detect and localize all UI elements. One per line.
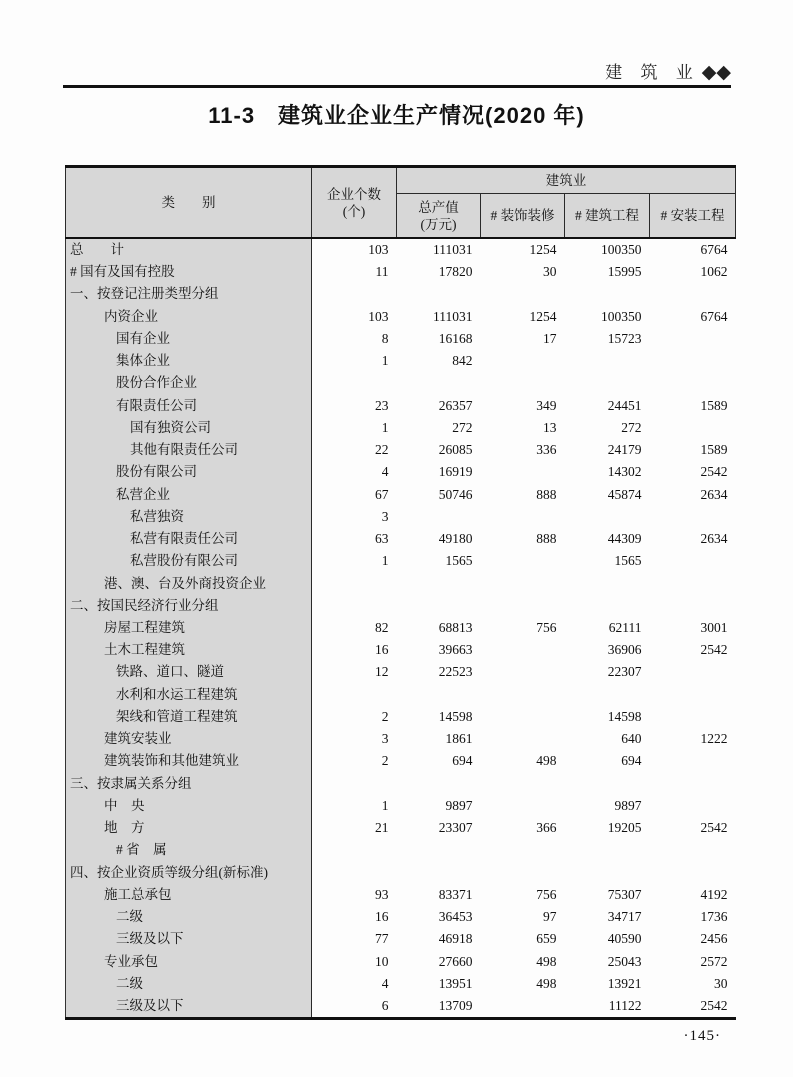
row-value: 97 xyxy=(543,909,557,925)
row-category: 总 计 xyxy=(66,238,312,261)
table-row xyxy=(66,617,736,639)
row-value: 103 xyxy=(368,242,389,257)
row-value: 9897 xyxy=(614,797,642,813)
table-row xyxy=(66,928,736,950)
row-value xyxy=(481,839,565,861)
row-value: 349 xyxy=(536,397,557,413)
row-value xyxy=(650,706,736,728)
table-row xyxy=(66,773,736,795)
row-value: 22 xyxy=(375,442,389,458)
row-value xyxy=(481,372,565,394)
row-value: 17820 xyxy=(438,264,473,280)
row-value: 40590 xyxy=(607,931,642,947)
row-value: 15995 xyxy=(607,264,642,280)
row-value: 16168 xyxy=(438,330,473,346)
row-value xyxy=(650,750,736,772)
column-header-gross-output xyxy=(397,194,481,239)
running-head xyxy=(605,58,731,84)
row-value: 272 xyxy=(452,419,473,435)
row-value: 842 xyxy=(452,353,473,369)
row-value: 6 xyxy=(381,997,389,1013)
row-value xyxy=(565,372,650,394)
row-value: 14302 xyxy=(607,464,642,480)
row-value xyxy=(481,573,565,595)
row-value: 22523 xyxy=(438,664,473,680)
row-value: 2542 xyxy=(700,997,728,1013)
row-value: 16 xyxy=(375,909,389,925)
row-value: 23307 xyxy=(438,820,473,836)
row-value: 46918 xyxy=(438,931,473,947)
row-value xyxy=(312,862,397,884)
page-title: 11-3 建筑业企业生产情况(2020 年) xyxy=(208,103,585,128)
gross-output-unit: (万元) xyxy=(420,216,457,232)
row-value xyxy=(565,862,650,884)
table-row xyxy=(66,550,736,572)
row-category: 二级 xyxy=(66,906,312,928)
row-category: 土木工程建筑 xyxy=(66,639,312,661)
row-value: 13951 xyxy=(438,975,473,991)
row-value xyxy=(565,573,650,595)
table-row xyxy=(66,750,736,772)
row-value xyxy=(650,795,736,817)
row-value: 17 xyxy=(543,330,557,346)
row-value: 21 xyxy=(375,820,389,836)
row-category: 国有独资公司 xyxy=(66,417,312,439)
row-value: 15723 xyxy=(607,330,642,346)
row-value xyxy=(650,550,736,572)
row-value xyxy=(312,773,397,795)
table-row xyxy=(66,839,736,861)
row-category: 铁路、道口、隧道 xyxy=(66,661,312,683)
row-value xyxy=(397,573,481,595)
table-row xyxy=(66,684,736,706)
row-value xyxy=(650,684,736,706)
table-row xyxy=(66,862,736,884)
row-category: 建筑安装业 xyxy=(66,728,312,750)
row-category: 集体企业 xyxy=(66,350,312,372)
row-value: 2542 xyxy=(700,642,728,658)
row-value: 93 xyxy=(375,886,389,902)
row-value: 16919 xyxy=(438,464,473,480)
row-value: 1254 xyxy=(529,308,557,324)
row-value: 26357 xyxy=(438,397,473,413)
row-value: 11 xyxy=(375,264,389,280)
row-value xyxy=(481,728,565,750)
row-value: 36453 xyxy=(438,909,473,925)
row-value: 888 xyxy=(536,531,557,547)
table-row xyxy=(66,395,736,417)
table-row xyxy=(66,639,736,661)
row-value: 30 xyxy=(714,975,728,991)
row-value xyxy=(481,550,565,572)
row-value xyxy=(565,595,650,617)
running-head-label: 建 筑 业 xyxy=(605,63,700,82)
row-value xyxy=(481,995,565,1019)
row-value xyxy=(312,595,397,617)
row-category: 内资企业 xyxy=(66,306,312,328)
row-value: 366 xyxy=(536,820,557,836)
row-value: 77 xyxy=(375,931,389,947)
row-value: 34717 xyxy=(607,909,642,925)
row-value xyxy=(565,506,650,528)
column-header-enterprise-count xyxy=(312,167,397,239)
row-value: 694 xyxy=(452,753,473,769)
row-value: 272 xyxy=(621,419,642,435)
row-value: 14598 xyxy=(438,708,473,724)
enterprise-count-label: 企业个数 xyxy=(327,186,381,202)
row-value: 68813 xyxy=(438,619,473,635)
row-value xyxy=(481,595,565,617)
row-value: 3 xyxy=(381,508,389,524)
table-row xyxy=(66,573,736,595)
table-row xyxy=(66,350,736,372)
row-value xyxy=(650,372,736,394)
row-value: 111031 xyxy=(433,308,473,324)
row-value: 2634 xyxy=(700,486,728,502)
row-category: 有限责任公司 xyxy=(66,395,312,417)
row-value: 24179 xyxy=(607,442,642,458)
row-value xyxy=(481,684,565,706)
row-value: 3001 xyxy=(700,619,728,635)
row-value xyxy=(650,862,736,884)
row-value: 2542 xyxy=(700,820,728,836)
table-row xyxy=(66,439,736,461)
row-value xyxy=(565,283,650,305)
row-value: 111031 xyxy=(433,242,473,257)
row-category: 中 央 xyxy=(66,795,312,817)
table-row xyxy=(66,528,736,550)
category-header-label: 类 别 xyxy=(161,195,216,210)
table-row xyxy=(66,595,736,617)
row-value: 1736 xyxy=(700,909,728,925)
row-value: 1 xyxy=(381,797,389,813)
row-value xyxy=(397,595,481,617)
row-value: 2456 xyxy=(700,931,728,947)
row-value: 24451 xyxy=(607,397,642,413)
row-value: 336 xyxy=(536,442,557,458)
row-category: 四、按企业资质等级分组(新标准) xyxy=(66,862,312,884)
row-value xyxy=(312,372,397,394)
row-value xyxy=(481,639,565,661)
row-value xyxy=(650,506,736,528)
table-row xyxy=(66,951,736,973)
row-value: 26085 xyxy=(438,442,473,458)
row-value: 23 xyxy=(375,397,389,413)
row-value xyxy=(650,773,736,795)
row-value xyxy=(565,350,650,372)
row-value xyxy=(397,506,481,528)
row-value xyxy=(650,417,736,439)
row-category: 其他有限责任公司 xyxy=(66,439,312,461)
row-value: 2 xyxy=(381,753,389,769)
row-value xyxy=(397,773,481,795)
row-value xyxy=(481,283,565,305)
row-value: 82 xyxy=(375,619,389,635)
row-value: 1 xyxy=(381,553,389,569)
row-category: # 省 属 xyxy=(66,839,312,861)
row-value xyxy=(650,595,736,617)
row-value xyxy=(312,573,397,595)
row-value: 1254 xyxy=(529,242,557,257)
row-value: 19205 xyxy=(607,820,642,836)
row-value: 1589 xyxy=(700,442,728,458)
table-row xyxy=(66,461,736,483)
row-value: 498 xyxy=(536,753,557,769)
table-row xyxy=(66,372,736,394)
row-category: 私营有限责任公司 xyxy=(66,528,312,550)
row-category: 私营独资 xyxy=(66,506,312,528)
row-category: 私营股份有限公司 xyxy=(66,550,312,572)
row-value xyxy=(481,461,565,483)
row-category: 地 方 xyxy=(66,817,312,839)
row-value: 1 xyxy=(381,353,389,369)
row-category: 一、按登记注册类型分组 xyxy=(66,283,312,305)
row-value: 756 xyxy=(536,886,557,902)
row-value: 11122 xyxy=(608,997,642,1013)
page-number: ·145· xyxy=(683,1028,721,1044)
row-value: 14598 xyxy=(607,708,642,724)
row-value: 22307 xyxy=(607,664,642,680)
row-value: 2 xyxy=(381,708,389,724)
row-value xyxy=(650,328,736,350)
row-value: 62111 xyxy=(608,619,642,635)
column-header-category xyxy=(66,167,312,239)
row-value: 4 xyxy=(381,975,389,991)
column-header-construction: # 建筑工程 xyxy=(565,194,650,239)
row-category: 二级 xyxy=(66,973,312,995)
row-value: 640 xyxy=(621,731,642,747)
row-value: 12 xyxy=(375,664,389,680)
row-category: 水利和水运工程建筑 xyxy=(66,684,312,706)
row-category: 二、按国民经济行业分组 xyxy=(66,595,312,617)
row-value xyxy=(481,795,565,817)
column-header-installation: # 安装工程 xyxy=(650,194,736,239)
row-category: 专业承包 xyxy=(66,951,312,973)
row-value xyxy=(397,372,481,394)
table-header xyxy=(66,167,736,239)
row-value: 1222 xyxy=(700,731,728,747)
table-row xyxy=(66,995,736,1019)
row-value xyxy=(650,661,736,683)
row-value xyxy=(312,684,397,706)
row-value: 2542 xyxy=(700,464,728,480)
row-value: 756 xyxy=(536,619,557,635)
table-row xyxy=(66,283,736,305)
row-value: 44309 xyxy=(607,531,642,547)
column-header-industry-span: 建筑业 xyxy=(397,167,736,194)
row-category: 三级及以下 xyxy=(66,928,312,950)
row-value xyxy=(650,350,736,372)
table-row xyxy=(66,328,736,350)
table-row xyxy=(66,417,736,439)
enterprise-count-unit: (个) xyxy=(342,203,366,219)
row-value: 67 xyxy=(375,486,389,502)
row-value xyxy=(312,283,397,305)
row-value: 10 xyxy=(375,953,389,969)
row-value: 8 xyxy=(381,330,389,346)
table-row xyxy=(66,306,736,328)
row-category: 股份合作企业 xyxy=(66,372,312,394)
gross-output-label: 总产值 xyxy=(418,199,459,215)
row-category: 股份有限公司 xyxy=(66,461,312,483)
row-category: 私营企业 xyxy=(66,484,312,506)
row-value xyxy=(397,839,481,861)
row-value: 27660 xyxy=(438,953,473,969)
row-value xyxy=(565,839,650,861)
row-value: 36906 xyxy=(607,642,642,658)
row-category: 架线和管道工程建筑 xyxy=(66,706,312,728)
row-value xyxy=(397,862,481,884)
row-value: 100350 xyxy=(601,242,642,257)
row-value: 4 xyxy=(381,464,389,480)
row-value: 6764 xyxy=(700,308,728,324)
row-value: 2572 xyxy=(700,953,728,969)
row-value: 6764 xyxy=(700,242,728,257)
row-value: 1565 xyxy=(614,553,642,569)
row-value: 694 xyxy=(621,753,642,769)
row-value: 659 xyxy=(536,931,557,947)
row-value: 39663 xyxy=(438,642,473,658)
row-value: 2634 xyxy=(700,531,728,547)
row-value: 83371 xyxy=(438,886,473,902)
row-value: 75307 xyxy=(607,886,642,902)
row-value xyxy=(481,506,565,528)
row-value: 63 xyxy=(375,531,389,547)
row-category: 建筑装饰和其他建筑业 xyxy=(66,750,312,772)
table-row xyxy=(66,706,736,728)
table-row xyxy=(66,795,736,817)
row-value: 9897 xyxy=(445,797,473,813)
table-row xyxy=(66,973,736,995)
table-row xyxy=(66,506,736,528)
row-value: 498 xyxy=(536,953,557,969)
row-category: 三级及以下 xyxy=(66,995,312,1019)
row-value: 1565 xyxy=(445,553,473,569)
row-value xyxy=(397,684,481,706)
table-row xyxy=(66,906,736,928)
table-row xyxy=(66,238,736,261)
row-value xyxy=(565,684,650,706)
row-value: 25043 xyxy=(607,953,642,969)
row-value xyxy=(481,773,565,795)
row-value: 888 xyxy=(536,486,557,502)
row-value: 13921 xyxy=(607,975,642,991)
table-row xyxy=(66,728,736,750)
row-value: 13709 xyxy=(438,997,473,1013)
table-row xyxy=(66,884,736,906)
diamond-icon: ◆◆ xyxy=(701,62,731,83)
row-value: 45874 xyxy=(607,486,642,502)
row-value: 1 xyxy=(381,419,389,435)
row-category: 港、澳、台及外商投资企业 xyxy=(66,573,312,595)
table-row xyxy=(66,261,736,283)
row-value: 49180 xyxy=(438,531,473,547)
row-value: 498 xyxy=(536,975,557,991)
row-value xyxy=(650,283,736,305)
row-value xyxy=(312,839,397,861)
table-row xyxy=(66,484,736,506)
row-value xyxy=(650,573,736,595)
row-value: 1861 xyxy=(445,731,473,747)
row-value xyxy=(481,862,565,884)
statistics-table xyxy=(65,165,736,1020)
row-value: 103 xyxy=(368,308,389,324)
row-value: 13 xyxy=(543,419,557,435)
row-value: 1062 xyxy=(700,264,728,280)
row-value: 3 xyxy=(381,731,389,747)
table-body xyxy=(66,238,736,1019)
row-category: 国有企业 xyxy=(66,328,312,350)
row-value: 100350 xyxy=(601,308,642,324)
row-category: 施工总承包 xyxy=(66,884,312,906)
row-value xyxy=(650,839,736,861)
row-value: 30 xyxy=(543,264,557,280)
table-row xyxy=(66,661,736,683)
row-value xyxy=(481,350,565,372)
row-value xyxy=(481,706,565,728)
row-value: 50746 xyxy=(438,486,473,502)
row-value xyxy=(481,661,565,683)
row-category: # 国有及国有控股 xyxy=(66,261,312,283)
row-value: 1589 xyxy=(700,397,728,413)
row-value: 4192 xyxy=(700,886,728,902)
header-rule xyxy=(63,85,731,88)
table-row xyxy=(66,817,736,839)
row-category: 三、按隶属关系分组 xyxy=(66,773,312,795)
row-category: 房屋工程建筑 xyxy=(66,617,312,639)
row-value: 16 xyxy=(375,642,389,658)
row-value xyxy=(397,283,481,305)
column-header-decoration: # 装饰装修 xyxy=(481,194,565,239)
row-value xyxy=(565,773,650,795)
